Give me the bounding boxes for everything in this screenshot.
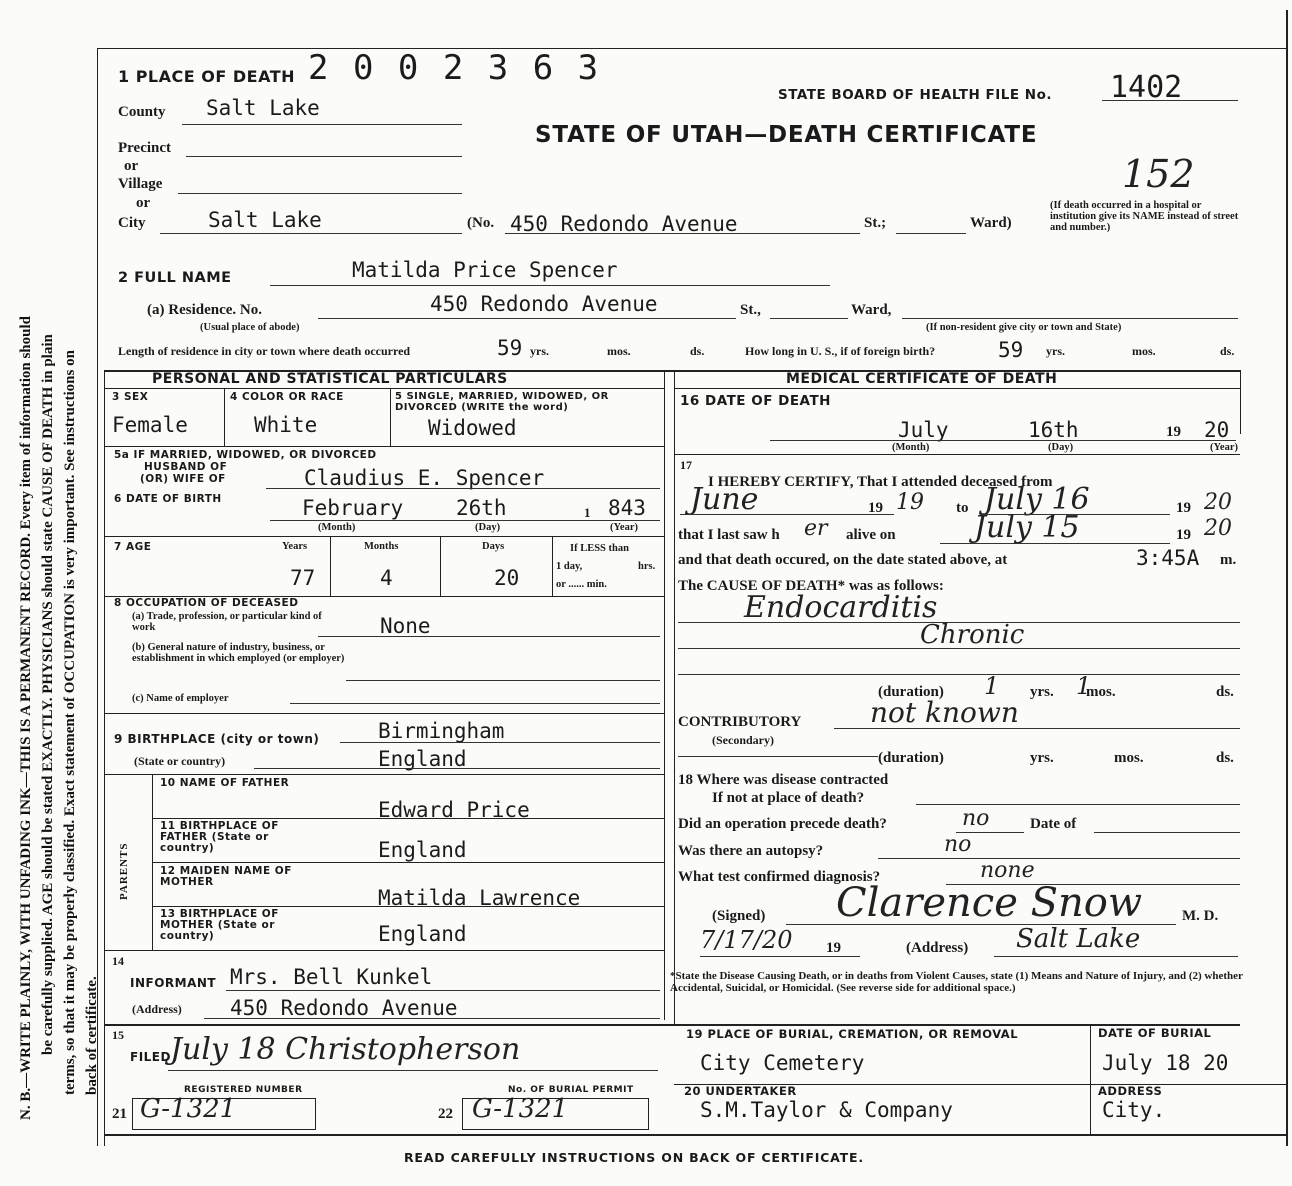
dob-month: February bbox=[302, 496, 404, 520]
date-of-line bbox=[1094, 832, 1240, 833]
occupation-c-label: (c) Name of employer bbox=[132, 693, 229, 704]
st-label: St.; bbox=[864, 215, 887, 231]
burial-place-label: 19 PLACE OF BURIAL, CREMATION, OR REMOVAL bbox=[686, 1027, 1019, 1041]
color-divider bbox=[390, 388, 391, 446]
county-line bbox=[182, 124, 462, 125]
date-of-death-label: 16 DATE OF DEATH bbox=[680, 393, 831, 409]
occupation-b-label: (b) General nature of industry, business, or establishment in which employed (or employer) bbox=[132, 642, 345, 664]
nonresident-note: (If non-resident give city or town and State) bbox=[926, 322, 1122, 333]
full-name-label: 2 FULL NAME bbox=[118, 270, 232, 286]
medical-section-title: MEDICAL CERTIFICATE OF DEATH bbox=[786, 371, 1058, 387]
physician-address: Salt Lake bbox=[1016, 924, 1141, 954]
place-of-death-label: 1 PLACE OF DEATH bbox=[118, 67, 296, 86]
cause-label: The CAUSE OF DEATH* was as follows: bbox=[678, 578, 944, 594]
undertaker-value: S.M.Taylor & Company bbox=[700, 1098, 953, 1122]
physician-signature: Clarence Snow bbox=[836, 880, 1143, 926]
from-year-cap: 19 bbox=[868, 500, 883, 516]
precinct-label: Precinct bbox=[118, 140, 172, 156]
last-year-cap: 19 bbox=[1176, 527, 1191, 543]
or-label-1: or bbox=[124, 158, 139, 174]
dob-day: 26th bbox=[456, 496, 507, 520]
parents-rule-3 bbox=[152, 906, 664, 907]
contributory-ds-label: ds. bbox=[1216, 750, 1234, 766]
color-label: 4 COLOR OR RACE bbox=[230, 391, 344, 403]
outer-frame-left bbox=[97, 48, 98, 1146]
death-month-cap: (Month) bbox=[892, 442, 930, 453]
physician-address-label: (Address) bbox=[906, 940, 969, 956]
death-street-value: 450 Redondo Avenue bbox=[510, 212, 738, 236]
cause-line-2 bbox=[678, 648, 1240, 649]
burial-permit-prefix: 22 bbox=[438, 1106, 453, 1122]
footer-instructions: READ CAREFULLY INSTRUCTIONS ON BACK OF CERTIFICATE. bbox=[404, 1150, 864, 1165]
contributory-line bbox=[834, 728, 1240, 729]
operation-value: no bbox=[962, 806, 990, 831]
from-year-value: 19 bbox=[896, 490, 924, 515]
death-year: 20 bbox=[1204, 418, 1230, 442]
ward-label: Ward) bbox=[970, 215, 1012, 231]
registered-number-label: REGISTERED NUMBER bbox=[184, 1085, 303, 1095]
undertaker-label: 20 UNDERTAKER bbox=[684, 1084, 797, 1098]
contributory-mos-label: mos. bbox=[1114, 750, 1144, 766]
spouse-label-3: (OR) WIFE OF bbox=[140, 473, 226, 485]
q18-label: 18 Where was disease contracted bbox=[678, 772, 889, 788]
dob-year-cap: (Year) bbox=[610, 522, 638, 533]
us-residence-years: 59 bbox=[998, 338, 1024, 362]
spouse-label-1: 5a IF MARRIED, WIDOWED, OR DIVORCED bbox=[114, 449, 377, 461]
signed-label: (Signed) bbox=[712, 908, 766, 924]
occupation-label: 8 OCCUPATION OF DECEASED bbox=[114, 597, 299, 609]
filed-label: FILED bbox=[130, 1050, 171, 1064]
parents-label: PARENTS bbox=[118, 842, 130, 900]
contributory-label: CONTRIBUTORY bbox=[678, 714, 802, 730]
city-line bbox=[160, 233, 462, 234]
certificate-title: STATE OF UTAH—DEATH CERTIFICATE bbox=[535, 122, 1038, 148]
margin-note-line-2: be carefully supplied. AGE should be stated EXACTLY. PHYSICIANS should state CAUSE OF DEATH in plain bbox=[40, 334, 56, 1055]
spouse-label-2: HUSBAND OF bbox=[144, 461, 228, 473]
outer-frame-top bbox=[97, 48, 1287, 49]
county-value: Salt Lake bbox=[206, 96, 320, 120]
age-months: 4 bbox=[380, 566, 393, 590]
burial-place-value: City Cemetery bbox=[700, 1051, 865, 1075]
burial-date-label: DATE OF BURIAL bbox=[1098, 1026, 1212, 1040]
file-no-value: 1402 bbox=[1110, 70, 1183, 105]
test-question: What test confirmed diagnosis? bbox=[678, 869, 881, 885]
dob-line bbox=[270, 520, 660, 521]
hrs-label: hrs. bbox=[638, 561, 656, 572]
full-name-line bbox=[270, 285, 830, 286]
occupation-value: None bbox=[380, 614, 431, 638]
attended-to: July 16 bbox=[984, 482, 1090, 517]
age-div-1 bbox=[330, 536, 331, 596]
or-label-2: or bbox=[136, 195, 151, 211]
residence-label: (a) Residence. No. bbox=[147, 302, 262, 318]
mother-value: Matilda Lawrence bbox=[378, 886, 581, 910]
age-years: 77 bbox=[290, 566, 316, 590]
file-no-line bbox=[1102, 100, 1238, 101]
right-col-right-border bbox=[1240, 370, 1241, 434]
informant-value: Mrs. Bell Kunkel bbox=[230, 965, 433, 989]
us-yrs-label: yrs. bbox=[1046, 344, 1065, 358]
duration-years: 1 bbox=[984, 672, 1000, 700]
length-mos-label: mos. bbox=[607, 344, 631, 358]
county-label: County bbox=[118, 104, 166, 120]
residence-ward-label: Ward, bbox=[851, 302, 892, 318]
us-mos-label: mos. bbox=[1132, 344, 1156, 358]
autopsy-value: no bbox=[944, 832, 972, 857]
age-label: 7 AGE bbox=[114, 541, 152, 553]
last-saw-pronoun: er bbox=[804, 516, 828, 541]
length-ds-label: ds. bbox=[690, 344, 705, 358]
certify-text: I HEREBY CERTIFY, That I attended deceased from bbox=[708, 474, 1053, 490]
lower-section-rule bbox=[104, 1024, 1240, 1026]
duration-mos-label: mos. bbox=[1086, 684, 1116, 700]
undertaker-address-label: ADDRESS bbox=[1098, 1084, 1163, 1098]
sign-date: 7/17/20 bbox=[700, 926, 793, 954]
less-than-label: If LESS than bbox=[570, 543, 629, 554]
occupation-b-line bbox=[346, 680, 660, 681]
secondary-label: (Secondary) bbox=[712, 733, 774, 747]
contributory-yrs-label: yrs. bbox=[1030, 750, 1054, 766]
burial-date-value: July 18 20 bbox=[1102, 1051, 1229, 1075]
age-years-cap: Years bbox=[282, 541, 308, 552]
color-value: White bbox=[254, 413, 318, 437]
hospital-note: (If death occurred in a hospital or institution give its NAME instead of street and number.) bbox=[1050, 200, 1239, 233]
bottom-rule bbox=[104, 1134, 1286, 1136]
registered-prefix: 21 bbox=[112, 1106, 127, 1122]
sex-value: Female bbox=[112, 413, 188, 437]
length-residence-years: 59 bbox=[497, 336, 523, 360]
length-yrs-label: yrs. bbox=[530, 344, 549, 358]
cause-line-3 bbox=[678, 674, 1240, 675]
q18b-label: If not at place of death? bbox=[712, 790, 865, 806]
residence-ward-line bbox=[902, 318, 1238, 319]
one-day-label: 1 day, bbox=[556, 561, 583, 572]
certify-no: 17 bbox=[680, 458, 692, 472]
informant-line bbox=[226, 990, 660, 991]
row-rule-2 bbox=[104, 536, 664, 537]
birthplace-line bbox=[340, 742, 660, 743]
outer-frame-right bbox=[1286, 10, 1288, 1146]
death-year-prefix: 19 bbox=[1166, 424, 1181, 440]
row-rule-4 bbox=[104, 713, 664, 714]
village-label: Village bbox=[118, 176, 163, 192]
age-div-2 bbox=[440, 536, 441, 596]
margin-note-line-1: N. B.—WRITE PLAINLY, WITH UNFADING INK—THIS IS A PERMANENT RECORD. Every item of information should bbox=[18, 316, 34, 1120]
death-time: 3:45A bbox=[1136, 546, 1200, 570]
date-of-label: Date of bbox=[1030, 816, 1077, 832]
death-day: 16th bbox=[1028, 418, 1079, 442]
dob-day-cap: (Day) bbox=[475, 522, 501, 533]
handwritten-number: 152 bbox=[1122, 152, 1195, 196]
cause-footnote: *State the Disease Causing Death, or in deaths from Violent Causes, state (1) Means and Nature of Injury, and (2) whether Accidental, Suicidal, or Homicidal. (See reverse side for additional space.) bbox=[670, 970, 1243, 994]
duration-months: 1 bbox=[1076, 672, 1092, 700]
filed-no: 15 bbox=[112, 1028, 124, 1042]
parents-rule-1 bbox=[152, 818, 664, 819]
ward-line bbox=[896, 233, 966, 234]
occupation-c-line bbox=[290, 703, 660, 704]
registered-number: G-1321 bbox=[140, 1094, 237, 1124]
death-occured-text: and that death occured, on the date stated above, at bbox=[678, 552, 1008, 568]
undertaker-address-value: City. bbox=[1102, 1098, 1166, 1122]
left-col-right-border bbox=[664, 370, 665, 1020]
occupation-a-label: (a) Trade, profession, or particular kind of work bbox=[132, 611, 322, 633]
alive-on-label: alive on bbox=[846, 527, 896, 543]
residence-value: 450 Redondo Avenue bbox=[430, 292, 658, 316]
age-days: 20 bbox=[494, 566, 520, 590]
test-value: none bbox=[980, 858, 1035, 883]
death-year-cap: (Year) bbox=[1210, 442, 1238, 453]
marital-value: Widowed bbox=[428, 416, 517, 440]
dob-year-prefix: 1 bbox=[584, 505, 591, 520]
burial-permit-number: G-1321 bbox=[472, 1094, 569, 1124]
street-line bbox=[505, 233, 860, 234]
duration-label: (duration) bbox=[878, 684, 944, 700]
physician-address-line bbox=[994, 956, 1238, 957]
informant-no: 14 bbox=[112, 954, 124, 968]
us-residence-label: How long in U. S., if of foreign birth? bbox=[745, 344, 936, 358]
death-day-cap: (Day) bbox=[1048, 442, 1074, 453]
birthplace-city: Birmingham bbox=[378, 719, 505, 743]
attended-from: June bbox=[690, 482, 759, 517]
age-months-cap: Months bbox=[364, 541, 399, 552]
to-year-value: 20 bbox=[1204, 490, 1232, 515]
filed-line bbox=[168, 1070, 658, 1071]
sign-year-cap: 19 bbox=[826, 940, 841, 956]
precinct-line bbox=[186, 156, 462, 157]
age-div-3 bbox=[552, 536, 553, 596]
min-label: or ...... min. bbox=[556, 579, 607, 590]
parents-rule-2 bbox=[152, 862, 664, 863]
sex-label: 3 SEX bbox=[112, 391, 149, 403]
q18-line bbox=[916, 804, 1240, 805]
personal-section-title: PERSONAL AND STATISTICAL PARTICULARS bbox=[152, 371, 508, 387]
full-name-value: Matilda Price Spencer bbox=[352, 258, 618, 282]
informant-address-line bbox=[204, 1018, 660, 1019]
file-no-label: STATE BOARD OF HEALTH FILE No. bbox=[778, 87, 1052, 103]
last-saw-date: July 15 bbox=[974, 510, 1080, 545]
dob-label: 6 DATE OF BIRTH bbox=[114, 493, 222, 505]
to-year-cap: 19 bbox=[1176, 500, 1191, 516]
length-residence-label: Length of residence in city or town where death occurred bbox=[118, 344, 411, 358]
right-col-left-border bbox=[674, 370, 675, 1025]
birthplace-state-label: (State or country) bbox=[134, 754, 226, 768]
abode-note: (Usual place of abode) bbox=[200, 322, 300, 333]
last-saw-text: that I last saw h bbox=[678, 527, 780, 543]
margin-note-line-4: back of certificate. bbox=[84, 976, 100, 1095]
medical-title-rule bbox=[674, 388, 1240, 389]
personal-title-rule bbox=[104, 388, 664, 389]
occupation-line bbox=[318, 636, 660, 637]
father-label: 10 NAME OF FATHER bbox=[160, 777, 290, 789]
filed-value: July 18 Christopherson bbox=[170, 1032, 521, 1067]
medical-rule-1 bbox=[674, 454, 1240, 455]
birthplace-country-line bbox=[254, 768, 660, 769]
sign-date-line bbox=[700, 956, 860, 957]
md-label: M. D. bbox=[1182, 908, 1219, 924]
cause-secondary: Chronic bbox=[920, 620, 1025, 650]
street-no-label: (No. bbox=[467, 215, 495, 231]
cause-primary: Endocarditis bbox=[744, 590, 938, 625]
death-date-line bbox=[770, 440, 1236, 441]
autopsy-question: Was there an autopsy? bbox=[678, 843, 824, 859]
burial-date-divider bbox=[1090, 1024, 1091, 1134]
operation-question: Did an operation precede death? bbox=[678, 816, 887, 832]
residence-st-label: St., bbox=[740, 302, 761, 318]
row-rule-1 bbox=[104, 446, 664, 447]
row-rule-6 bbox=[104, 950, 664, 951]
father-value: Edward Price bbox=[378, 798, 530, 822]
to-label: to bbox=[956, 500, 969, 516]
sex-divider bbox=[224, 388, 225, 446]
mother-label: 12 MAIDEN NAME OF MOTHER bbox=[160, 865, 292, 888]
informant-address-label: (Address) bbox=[132, 1002, 182, 1016]
left-col-frame bbox=[104, 370, 105, 1146]
birthplace-label: 9 BIRTHPLACE (city or town) bbox=[114, 732, 320, 746]
attended-from-line bbox=[680, 514, 894, 515]
stamp-number: 2 0 0 2 3 6 3 bbox=[308, 48, 601, 88]
death-time-m: m. bbox=[1220, 552, 1237, 568]
autopsy-line bbox=[878, 858, 1240, 859]
father-birthplace-label: 11 BIRTHPLACE OF FATHER (State or country) bbox=[160, 820, 279, 854]
last-saw-line bbox=[940, 543, 1170, 544]
contributory-duration-label: (duration) bbox=[878, 750, 944, 766]
dob-year: 843 bbox=[608, 496, 646, 520]
duration-yrs-label: yrs. bbox=[1030, 684, 1054, 700]
dob-month-cap: (Month) bbox=[318, 522, 356, 533]
death-month: July bbox=[898, 418, 949, 442]
informant-label: INFORMANT bbox=[130, 976, 217, 990]
residence-line bbox=[318, 318, 736, 319]
village-line bbox=[178, 193, 462, 194]
last-year-value: 20 bbox=[1204, 516, 1232, 541]
us-ds-label: ds. bbox=[1220, 344, 1235, 358]
father-birthplace: England bbox=[378, 838, 467, 862]
marital-label: 5 SINGLE, MARRIED, WIDOWED, OR DIVORCED (WRITE the word) bbox=[395, 391, 609, 413]
spouse-value: Claudius E. Spencer bbox=[304, 466, 545, 490]
mother-birthplace: England bbox=[378, 922, 467, 946]
contributory-value: not known bbox=[870, 696, 1019, 729]
age-days-cap: Days bbox=[482, 541, 505, 552]
row-rule-5 bbox=[104, 774, 664, 775]
residence-st-line bbox=[770, 318, 848, 319]
duration-ds-label: ds. bbox=[1216, 684, 1234, 700]
margin-note-line-3: terms, so that it may be properly classified. Exact statement of OCCUPATION is very important. See instructions on bbox=[62, 350, 78, 1095]
mother-birthplace-label: 13 BIRTHPLACE OF MOTHER (State or country) bbox=[160, 908, 279, 942]
informant-address: 450 Redondo Avenue bbox=[230, 996, 458, 1020]
burial-permit-label: No. OF BURIAL PERMIT bbox=[508, 1085, 634, 1095]
spouse-line bbox=[266, 488, 660, 489]
birthplace-country: England bbox=[378, 747, 467, 771]
city-value: Salt Lake bbox=[208, 208, 322, 232]
city-label: City bbox=[118, 215, 146, 231]
contributory-line-2 bbox=[678, 756, 878, 757]
